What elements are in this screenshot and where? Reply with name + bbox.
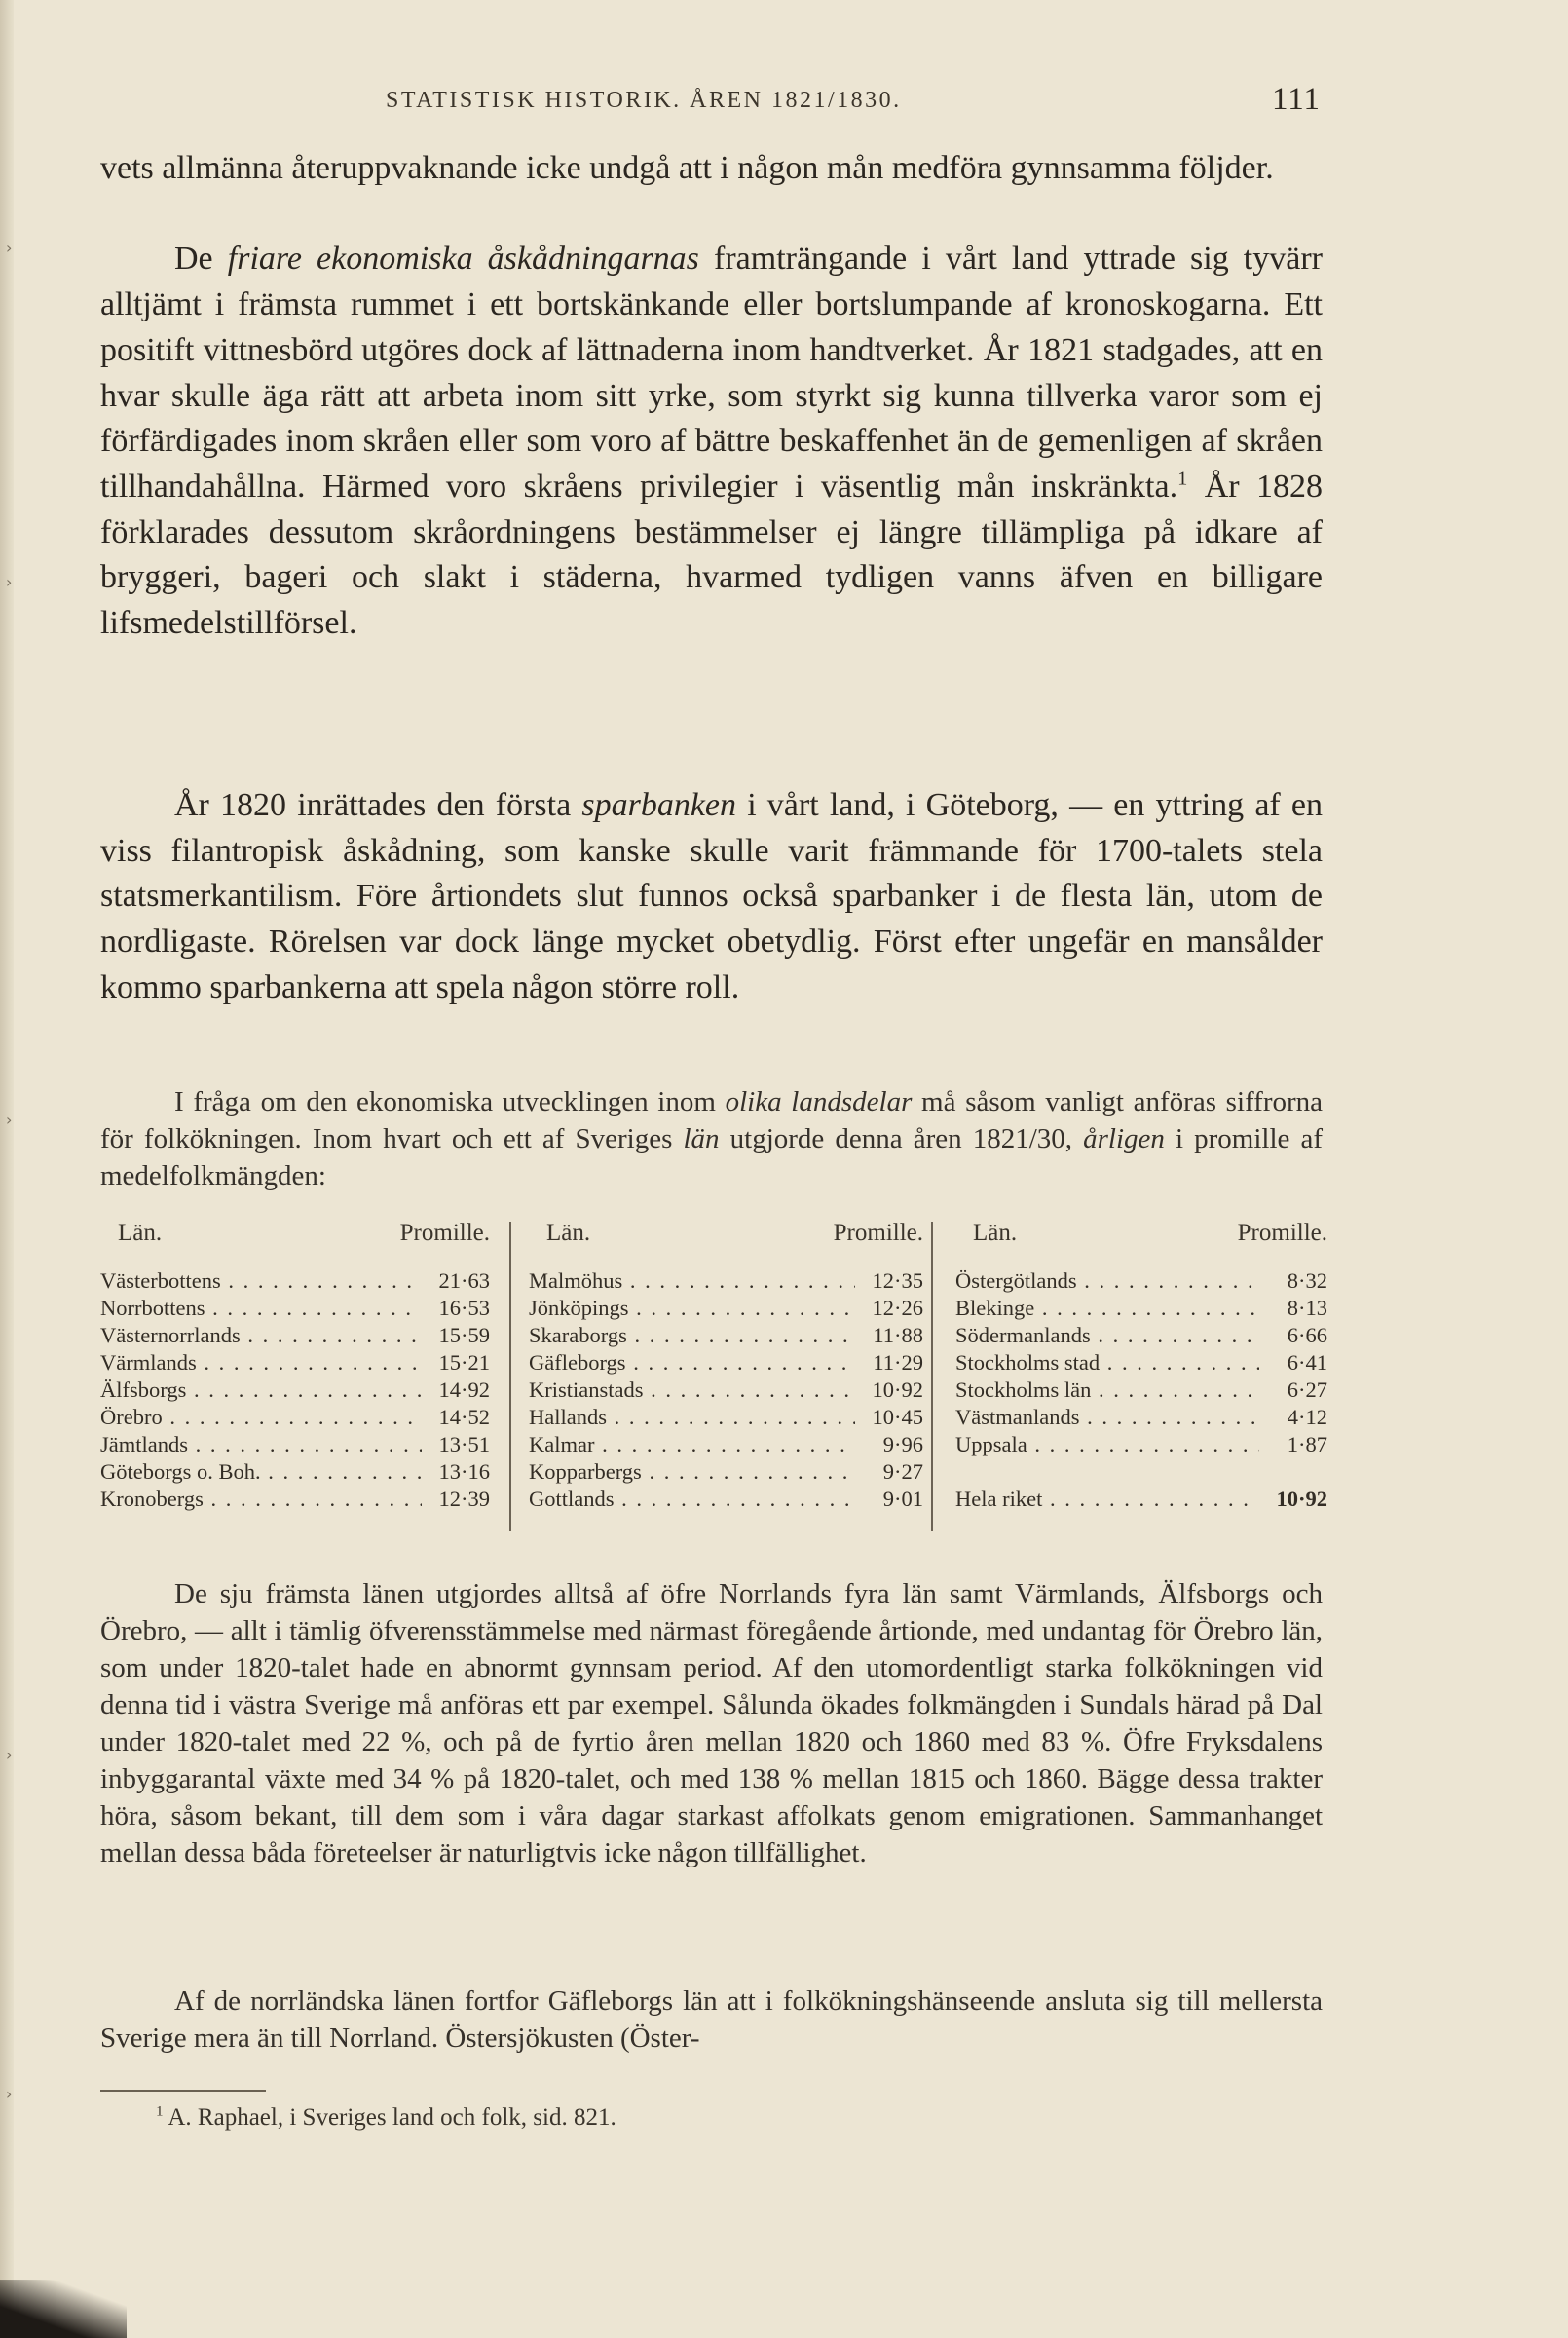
- italic-run: olika landsdelar: [725, 1086, 913, 1117]
- county-name: Gäfleborgs . . .: [529, 1350, 855, 1376]
- county-name: Malmöhus . . .: [529, 1268, 855, 1294]
- table-row: [529, 1487, 923, 1512]
- promille-value: 15·21: [438, 1350, 490, 1375]
- footnote-marker: 1: [156, 2103, 164, 2120]
- paragraph-5-text: Af de norrländska länen fortfor Gäfleborgs län att i folkökningshänseende ansluta sig till mellersta Sverige mera än till Norrland. Östersjökusten (Öster-: [100, 1985, 1323, 2054]
- text-run: De: [174, 241, 228, 278]
- table-row: [100, 1268, 490, 1294]
- county-name: Västernorrlands . . .: [100, 1323, 422, 1348]
- county-name: Södermanlands . . .: [955, 1323, 1259, 1348]
- county-name: Älfsborgs . . .: [100, 1377, 422, 1403]
- text-run: i vårt land, i Göteborg, — en yttring af en viss filantropisk åskådning, som kanske skulle varit främmande för 1700-talets stela statsmerkantilism. Före årtiondets slut funnos också sparbanker i de flesta län, utom de nordligaste. Rörelsen var dock länge mycket obetydlig. Först efter ungefär en mansålder kommo sparbankerna att spela någon större roll.: [100, 786, 1324, 1005]
- margin-mark: ›: [6, 1746, 13, 1764]
- county-name: Kopparbergs . . .: [529, 1459, 855, 1485]
- margin-mark: ›: [6, 239, 13, 257]
- county-name: Skaraborgs . . .: [529, 1323, 855, 1348]
- footnote-marker: 1: [1177, 468, 1188, 490]
- table-intro: [100, 1083, 1323, 1194]
- promille-value: 16·53: [438, 1296, 490, 1320]
- paragraph-1-text: vets allmänna återuppvaknande icke undgå att i någon mån medföra gynnsamma följder.: [100, 150, 1274, 186]
- column-divider: [931, 1222, 933, 1531]
- promille-value: 21·63: [438, 1268, 490, 1293]
- promille-value: 13·51: [438, 1432, 490, 1456]
- table-row: [529, 1323, 923, 1348]
- total-value: 10·92: [1276, 1487, 1327, 1511]
- table-header: [955, 1218, 1327, 1251]
- paragraph-2-text: [100, 237, 1323, 646]
- table-row: [529, 1377, 923, 1403]
- table-column-3: [955, 1218, 1327, 1539]
- county-name: Jönköpings . . .: [529, 1296, 855, 1321]
- promille-value: 1·87: [1287, 1432, 1327, 1456]
- header-lan: Län.: [546, 1220, 591, 1246]
- header-promille: Promille.: [833, 1220, 923, 1246]
- promille-value: 11·29: [873, 1350, 923, 1375]
- table-row: [100, 1377, 490, 1403]
- paragraph-4: [100, 1575, 1323, 1871]
- running-header: [386, 80, 1321, 119]
- promille-value: 8·13: [1287, 1296, 1327, 1320]
- header-lan: Län.: [973, 1220, 1018, 1246]
- promille-value: 4·12: [1287, 1405, 1327, 1429]
- paragraph-2: [100, 237, 1323, 646]
- page-number: 111: [1271, 82, 1321, 117]
- paragraph-1: [100, 146, 1323, 192]
- total-label: Hela riket . . .: [955, 1487, 1259, 1512]
- table-row: [955, 1323, 1327, 1348]
- table-row: [529, 1459, 923, 1485]
- text-run: År 1828 förklarades dessutom skråordningens bestämmelser ej längre tillämpliga på idkare af bryggeri, bageri och slakt i städerna, hvarmed tydligen vanns äfven en billigare lifsmedelstillförsel.: [100, 468, 1323, 642]
- promille-value: 14·92: [438, 1377, 490, 1402]
- table-row: [100, 1405, 490, 1430]
- paragraph-3-text: [100, 783, 1323, 1011]
- table-row: [955, 1405, 1327, 1430]
- county-name: Västmanlands . . .: [955, 1405, 1259, 1430]
- promille-value: 10·92: [872, 1377, 923, 1402]
- promille-value: 6·66: [1287, 1323, 1327, 1347]
- county-name: Kronobergs . . .: [100, 1487, 422, 1512]
- text-run: må såsom vanligt anföras siffrorna för folkökningen. Inom hvart och ett af Sveriges: [100, 1086, 1324, 1154]
- table-row: [529, 1405, 923, 1430]
- margin-mark: ›: [6, 1111, 13, 1129]
- county-name: Värmlands . . .: [100, 1350, 422, 1376]
- promille-value: 12·26: [872, 1296, 923, 1320]
- italic-run: län: [683, 1123, 720, 1154]
- county-name: Västerbottens . . .: [100, 1268, 422, 1294]
- table-column-1: [100, 1218, 490, 1539]
- table-column-2: [529, 1218, 923, 1539]
- county-name: Kalmar . . .: [529, 1432, 855, 1457]
- table-intro-text: [100, 1083, 1323, 1194]
- table-row: [529, 1432, 923, 1457]
- table-row: [100, 1487, 490, 1512]
- header-lan: Län.: [118, 1220, 163, 1246]
- promille-value: 9·01: [882, 1487, 923, 1511]
- margin-mark: ›: [6, 2085, 13, 2103]
- page-corner-shadow: [0, 2280, 127, 2338]
- table-row: [100, 1459, 490, 1485]
- promille-value: 12·35: [872, 1268, 923, 1293]
- paragraph-5: [100, 1982, 1323, 2056]
- county-name: Örebro . . .: [100, 1405, 422, 1430]
- county-name: Gottlands . . .: [529, 1487, 855, 1512]
- table-row: [955, 1268, 1327, 1294]
- margin-mark: ›: [6, 573, 13, 591]
- text-run: År 1820 inrättades den första: [174, 786, 582, 823]
- footnote: [156, 2104, 616, 2131]
- promille-value: 13·16: [438, 1459, 490, 1484]
- promille-value: 6·27: [1287, 1377, 1327, 1402]
- header-promille: Promille.: [399, 1220, 490, 1246]
- promille-value: 15·59: [438, 1323, 490, 1347]
- text-run: I fråga om den ekonomiska utvecklingen inom: [174, 1086, 726, 1117]
- promille-value: 6·41: [1287, 1350, 1327, 1375]
- paragraph-4-text: De sju främsta länen utgjordes alltså af öfre Norrlands fyra län samt Värmlands, Älfsborgs och Örebro, — allt i tämlig öfverensstämmelse med närmast föregående årtionde, med undantag för Örebro län, som under 1820-talet hade en abnormt gynnsam period. Af den utomordentligt starka folkökningen vid denna tid i västra Sverige må anföras ett par exempel. Sålunda ökades folkmängden i Sundals härad på Dal under 1820-talet med 22 %, och på de fyrtio åren mellan 1820 och 1860 med 83 %. Öfre Fryksdalens inbyggarantal växte med 34 % på 1820-talet, och med 138 % mellan 1815 och 1860. Bägge dessa trakter höra, såsom bekant, till dem som i våra dagar starkast affolkats genom emigrationen. Sammanhanget mellan dessa båda företeelser är naturligtvis icke någon tillfällighet.: [100, 1578, 1323, 1868]
- promille-value: 10·45: [872, 1405, 923, 1429]
- promille-value: 12·39: [438, 1487, 490, 1511]
- promille-value: 9·27: [882, 1459, 923, 1484]
- promille-value: 8·32: [1287, 1268, 1327, 1293]
- county-name: Stockholms stad . . .: [955, 1350, 1259, 1376]
- county-name: Kristianstads . . .: [529, 1377, 855, 1403]
- county-name: Hallands . . .: [529, 1405, 855, 1430]
- italic-run: sparbanken: [581, 786, 737, 823]
- page-edge: [0, 0, 14, 2338]
- text-run: utgjorde denna åren 1821/30,: [719, 1123, 1084, 1154]
- table-row: [955, 1296, 1327, 1321]
- table-header: [100, 1218, 490, 1251]
- table-row: [529, 1268, 923, 1294]
- population-growth-table: [100, 1218, 1327, 1539]
- county-name: Norrbottens . . .: [100, 1296, 422, 1321]
- italic-run: friare ekonomiska åskådningarnas: [227, 241, 699, 278]
- footnote-rule: [100, 2090, 266, 2092]
- italic-run: årligen: [1083, 1123, 1165, 1154]
- county-name: Göteborgs o. Boh. . . .: [100, 1459, 422, 1485]
- county-name: Uppsala . . .: [955, 1432, 1259, 1457]
- table-row: [100, 1296, 490, 1321]
- table-row: [529, 1350, 923, 1376]
- promille-value: 14·52: [438, 1405, 490, 1429]
- text-run: i promille af medelfolkmängden:: [100, 1123, 1324, 1191]
- table-row: [955, 1377, 1327, 1403]
- table-row: [955, 1432, 1327, 1457]
- county-name: Stockholms län . . .: [955, 1377, 1259, 1403]
- table-total-row: [955, 1487, 1327, 1512]
- running-title: STATISTISK HISTORIK. ÅREN 1821/1830.: [386, 88, 902, 113]
- table-row: [100, 1323, 490, 1348]
- paragraph-3: [100, 783, 1323, 1011]
- table-row: [100, 1432, 490, 1457]
- table-row: [100, 1350, 490, 1376]
- table-header: [529, 1218, 923, 1251]
- promille-value: 11·88: [873, 1323, 923, 1347]
- promille-value: 9·96: [882, 1432, 923, 1456]
- footnote-text: A. Raphael, i Sveriges land och folk, sid. 821.: [168, 2104, 616, 2131]
- county-name: Jämtlands . . .: [100, 1432, 422, 1457]
- column-divider: [509, 1222, 511, 1531]
- text-run: framträngande i vårt land yttrade sig tyvärr alltjämt i främsta rummet i ett bortskänkande eller bortslumpande af kronoskogarna. Ett positift vittnesbörd utgöres dock af lättnaderna inom handtverket. År 1821 stadgades, att en hvar skulle äga rätt att arbeta inom sitt yrke, som styrkt sig kunna tillverka varor som ej förfärdigades inom skråen eller som voro af bättre beskaffenhet än de gemenligen af skråen tillhandahållna. Härmed voro skråens privilegier i väsentlig mån inskränkta.: [100, 241, 1323, 505]
- county-name: Östergötlands . . .: [955, 1268, 1259, 1294]
- county-name: Blekinge . . .: [955, 1296, 1259, 1321]
- header-promille: Promille.: [1237, 1220, 1327, 1246]
- table-row: [529, 1296, 923, 1321]
- table-row: [955, 1350, 1327, 1376]
